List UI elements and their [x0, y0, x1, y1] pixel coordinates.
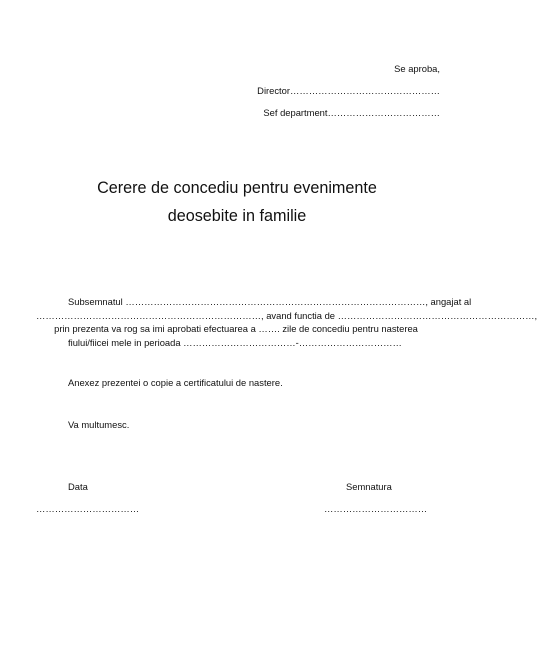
title-line-2: deosebite in familie: [167, 207, 307, 225]
paragraph-line-4: fiului/fiicei mele in perioada ………………………………-……………………………: [68, 336, 402, 348]
paragraph-line-3: prin prezenta va rog sa imi aprobati efectuarea a ……. zile de concediu pentru nasterea: [54, 323, 418, 334]
department-head-line: Sef department………………………………: [263, 107, 440, 118]
paragraph-line-1: Subsemnatul ……………………………………………………………………………………, angajat al: [68, 296, 472, 307]
director-line: Director…………………………………………: [257, 85, 440, 96]
date-label: Data: [68, 481, 88, 492]
signature-label: Semnatura: [346, 481, 392, 492]
annex-statement: Anexez prezentei o copie a certificatului de nastere.: [68, 377, 283, 388]
closing-thanks: Va multumesc.: [68, 419, 130, 430]
paragraph-line-2: ………………………………………………………………, avand functia de ………………………………………………………,: [36, 309, 537, 321]
signature-field: ……………………………: [324, 503, 428, 514]
approval-label: Se aproba,: [394, 63, 440, 74]
request-paragraph: [36, 295, 537, 349]
date-field: ……………………………: [36, 503, 140, 514]
document-title: [0, 174, 474, 230]
approval-block: [257, 58, 440, 124]
title-line-1: Cerere de concediu pentru evenimente: [97, 179, 377, 197]
